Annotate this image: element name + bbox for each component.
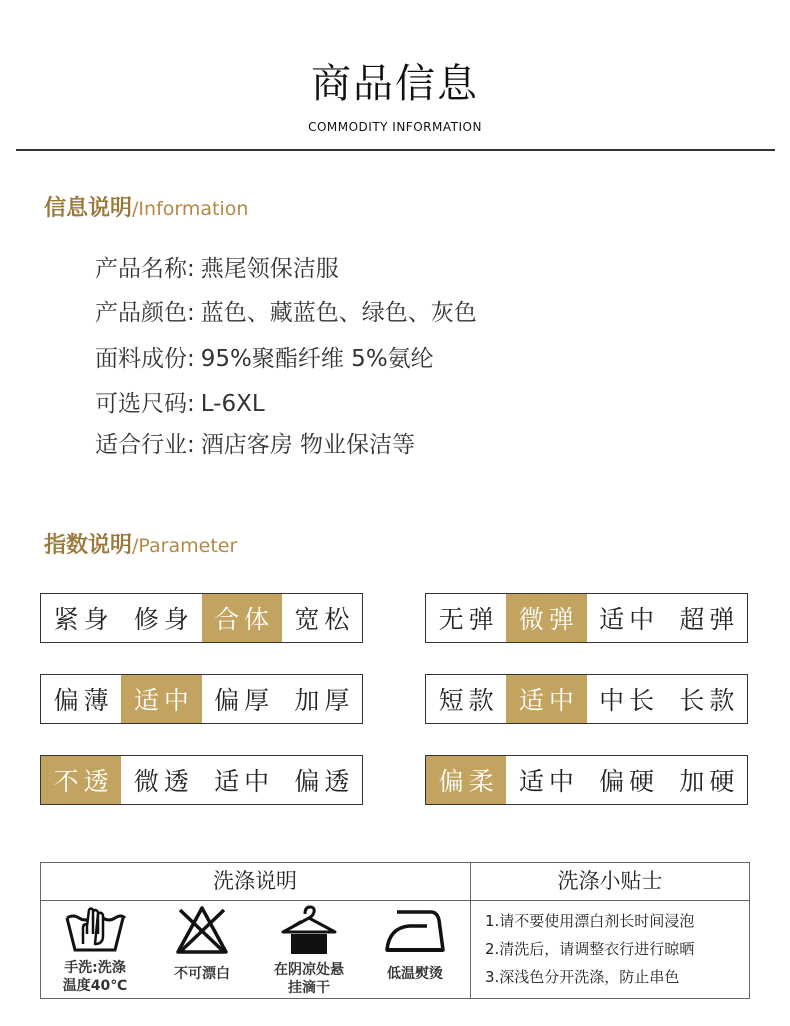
care-caption: 手洗:洗涤 温度40℃ [62,960,128,994]
scale-option: 宽松 [294,605,355,634]
info-row-fabric [95,344,434,374]
scale-option-selected: 适中 [506,675,586,723]
wash-table-divider [40,900,750,901]
info-value: L-6XL [200,391,265,417]
low-iron-icon [383,904,447,956]
wash-tip: 1.请不要使用漂白剂长时间浸泡 [485,912,695,930]
info-row-name [95,254,339,284]
info-value: 95%聚酯纤维 5%氨纶 [200,346,434,372]
info-section-heading [44,194,248,224]
scale-option: 偏薄 [53,686,114,715]
scale-option: 修身 [133,605,194,634]
care-caption: 不可漂白 [174,966,230,982]
page-title: 商品信息 [311,61,479,107]
info-heading-en: /Information [132,198,249,220]
info-label: 可选尺码: [95,391,195,417]
param-heading-en: /Parameter [132,535,238,557]
length-scale [425,674,748,724]
scale-option: 偏透 [294,767,355,796]
scale-option-selected: 偏柔 [426,756,506,804]
scale-option: 加厚 [294,686,355,715]
no-bleach-icon [174,904,230,956]
param-heading-zh: 指数说明 [44,533,133,558]
transparency-scale [40,755,363,805]
care-caption: 低温熨烫 [387,966,443,982]
care-no-bleach [152,904,252,983]
info-label: 适合行业: [95,432,195,458]
scale-option: 加硬 [679,767,740,796]
elasticity-scale [425,593,748,643]
param-section-heading [44,531,237,561]
scale-option: 中长 [599,686,660,715]
info-row-colors [95,298,477,328]
scale-option: 适中 [599,605,660,634]
scale-option: 适中 [518,767,579,796]
hand-wash-icon [63,904,127,956]
scale-option: 短款 [438,686,499,715]
info-value: 燕尾领保洁服 [200,256,339,282]
scale-option-selected: 微弹 [506,594,586,642]
scale-option: 偏厚 [214,686,275,715]
scale-option: 超弹 [679,605,740,634]
wash-tip: 3.深浅色分开洗涤，防止串色 [485,968,680,986]
care-low-iron [365,904,465,983]
info-row-industry [95,430,415,460]
hang-dry-shade-icon [279,904,339,958]
scale-option-selected: 合体 [202,594,282,642]
care-caption: 在阴凉处悬 挂滴干 [274,962,344,996]
scale-option-selected: 适中 [121,675,201,723]
info-label: 产品名称: [95,256,195,282]
info-heading-zh: 信息说明 [44,196,133,221]
scale-option: 长款 [679,686,740,715]
scale-option: 适中 [214,767,275,796]
info-value: 酒店客房 物业保洁等 [200,432,416,458]
info-row-sizes [95,389,265,419]
page-subtitle: COMMODITY INFORMATION [308,120,482,134]
thickness-scale [40,674,363,724]
header-divider [16,149,775,151]
scale-option: 无弹 [438,605,499,634]
scale-option: 微透 [133,767,194,796]
wash-tips-title: 洗涤小贴士 [557,869,663,893]
wash-tip: 2.清洗后，请调整衣行进行晾晒 [485,940,695,958]
care-hang-dry [259,904,359,997]
scale-option-selected: 不透 [41,756,121,804]
info-label: 产品颜色: [95,300,195,326]
fit-scale [40,593,363,643]
care-hand-wash [45,904,145,995]
wash-instructions-title: 洗涤说明 [213,869,297,893]
info-label: 面料成份: [95,346,195,372]
softness-scale [425,755,748,805]
scale-option: 偏硬 [599,767,660,796]
scale-option: 紧身 [53,605,114,634]
info-value: 蓝色、藏蓝色、绿色、灰色 [200,300,477,326]
